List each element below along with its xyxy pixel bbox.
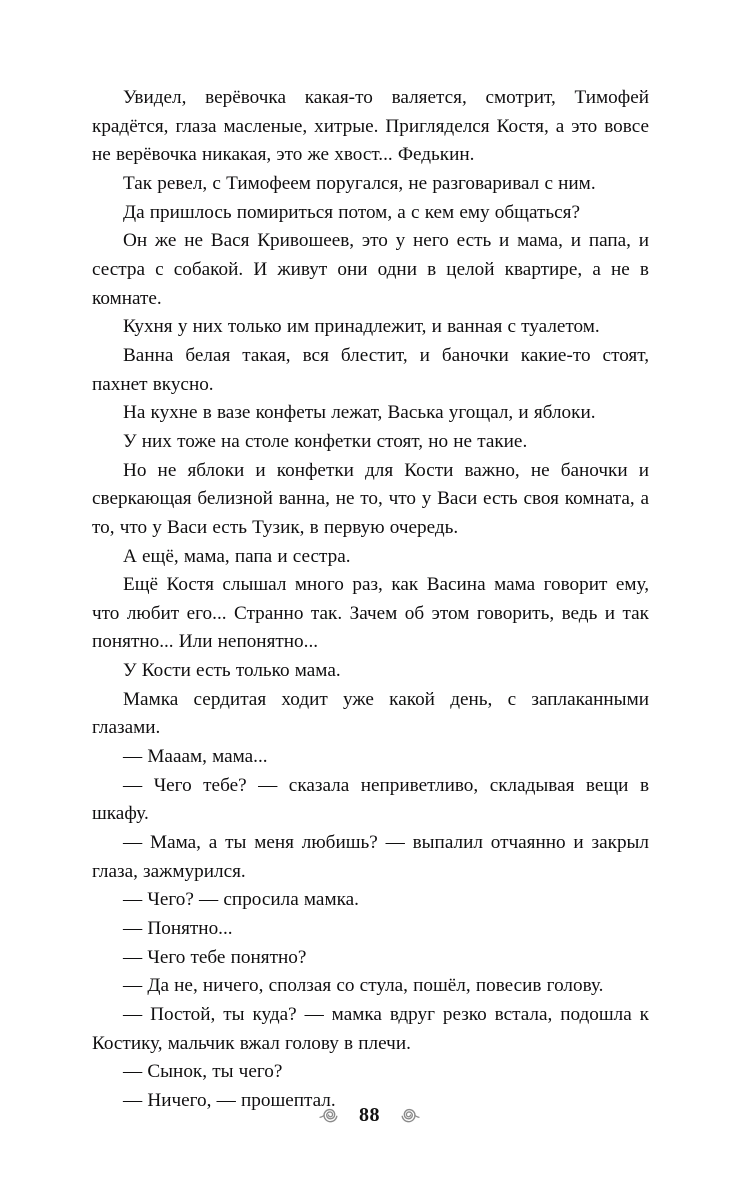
spiral-ornament-icon — [399, 1104, 421, 1126]
dialogue-line: — Чего? — спросила мамка. — [123, 889, 359, 911]
dialogue-line: — Постой, ты куда? — мамка вдруг резко встала, подошла к Костику, мальчик вжал голову в плечи. — [92, 1004, 649, 1054]
paragraph: А ещё, мама, папа и сестра. — [123, 545, 351, 567]
paragraph: Кухня у них только им принадлежит, и ванная с туалетом. — [123, 316, 600, 338]
dialogue-line: — Чего тебе? — сказала неприветливо, складывая вещи в шкафу. — [92, 774, 649, 825]
spiral-ornament-icon — [318, 1104, 340, 1126]
dialogue-line: — Ничего, — прошептал. — [123, 1089, 336, 1111]
dialogue-line: — Понятно... — [123, 918, 233, 940]
dialogue-line: — Чего тебе понятно? — [123, 946, 307, 968]
paragraph: Ванна белая такая, вся блестит, и баночки какие-то стоят, пахнет вкусно. — [92, 344, 649, 395]
paragraph: Ещё Костя слышал много раз, как Васина мама говорит ему, что любит его... Странно так. Зачем об этом говорить, ведь и так понятно... Или непонятно... — [92, 574, 649, 653]
paragraph: У них тоже на столе конфетки стоят, но не такие. — [123, 430, 528, 452]
page-text-block — [92, 84, 649, 1116]
paragraph: Мамка сердитая ходит уже какой день, с заплаканными глазами. — [92, 688, 649, 739]
paragraph: На кухне в вазе конфеты лежат, Васька угощал, и яблоки. — [123, 402, 596, 424]
dialogue-line: — Мааам, мама... — [123, 746, 268, 768]
paragraph: Так ревел, с Тимофеем поругался, не разговаривал с ним. — [123, 172, 596, 194]
dialogue-line: — Да не, ничего, сползая со стула, пошёл, повесив голову. — [123, 975, 604, 997]
page-footer — [0, 1104, 739, 1126]
dialogue-line: — Сынок, ты чего? — [123, 1061, 283, 1083]
dialogue-line: — Мама, а ты меня любишь? — выпалил отчаянно и закрыл глаза, зажмурился. — [92, 832, 649, 882]
paragraph: Но не яблоки и конфетки для Кости важно, не баночки и сверкающая белизной ванна, не то, что у Васи есть своя комната, а то, что у Васи есть Тузик, в первую очередь. — [92, 459, 649, 538]
paragraph: Увидел, верёвочка какая-то валяется, смотрит, Тимофей крадётся, глаза масленые, хитрые. Пригляделся Костя, а это вовсе не верёвочка никакая, это же хвост... Федькин. — [92, 87, 649, 166]
paragraph: У Кости есть только мама. — [123, 660, 341, 682]
page-number: 88 — [359, 1104, 380, 1126]
paragraph: Да пришлось помириться потом, а с кем ему общаться? — [123, 201, 580, 223]
paragraph: Он же не Вася Кривошеев, это у него есть и мама, и папа, и сестра с собакой. И живут они одни в целой квартире, а не в комнате. — [92, 230, 649, 309]
